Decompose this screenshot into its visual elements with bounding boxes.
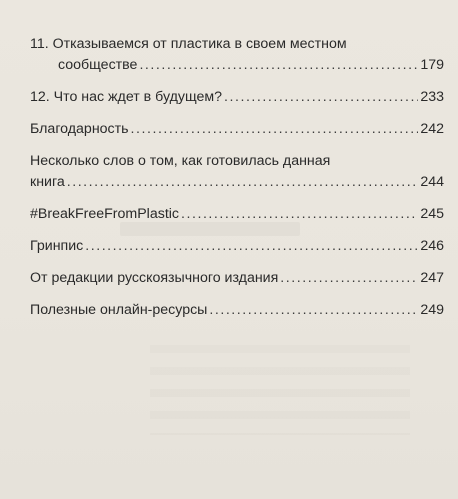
toc-entry-title: От редакции русскоязычного издания — [30, 270, 279, 286]
toc-page-number: 249 — [420, 302, 444, 318]
toc-entry-online-resources — [30, 300, 444, 321]
dot-leader — [67, 172, 419, 193]
toc-page-number: 245 — [420, 206, 444, 222]
toc-entry-greenpeace — [30, 236, 444, 257]
toc-page-number: 233 — [420, 89, 444, 105]
toc-entry-title: Благодарность — [30, 121, 129, 137]
toc-page-number: 242 — [420, 121, 444, 137]
toc-entry-title: Полезные онлайн-ресурсы — [30, 302, 208, 318]
toc-entry-title-continued: книга — [30, 174, 65, 190]
dot-leader — [85, 236, 418, 257]
dot-leader — [139, 55, 418, 76]
dot-leader — [181, 204, 418, 225]
show-through-text — [150, 345, 410, 435]
toc-entry-title: Несколько слов о том, как готовилась данная — [30, 153, 331, 169]
toc-page-number: 246 — [420, 238, 444, 254]
toc-entry-11 — [30, 34, 444, 76]
toc-entry-about-book — [30, 151, 444, 193]
toc-entry-title: 11. Отказываемся от пластика в своем местном — [30, 36, 347, 52]
toc-page-number: 244 — [420, 174, 444, 190]
toc-entry-title: Гринпис — [30, 238, 84, 254]
toc-entry-breakfree — [30, 204, 444, 225]
toc-entry-12 — [30, 87, 444, 108]
dot-leader — [280, 268, 418, 289]
toc-entry-title: 12. Что нас ждет в будущем? — [30, 89, 223, 105]
dot-leader — [224, 87, 418, 108]
toc-entry-title: #BreakFreeFromPlastic — [30, 206, 180, 222]
table-of-contents — [30, 34, 444, 332]
toc-entry-title-continued: сообществе — [58, 57, 138, 73]
toc-page-number: 247 — [420, 270, 444, 286]
toc-page-number: 179 — [420, 57, 444, 73]
toc-entry-editors-note — [30, 268, 444, 289]
dot-leader — [131, 119, 419, 140]
dot-leader — [209, 300, 418, 321]
toc-entry-acknowledgements — [30, 119, 444, 140]
